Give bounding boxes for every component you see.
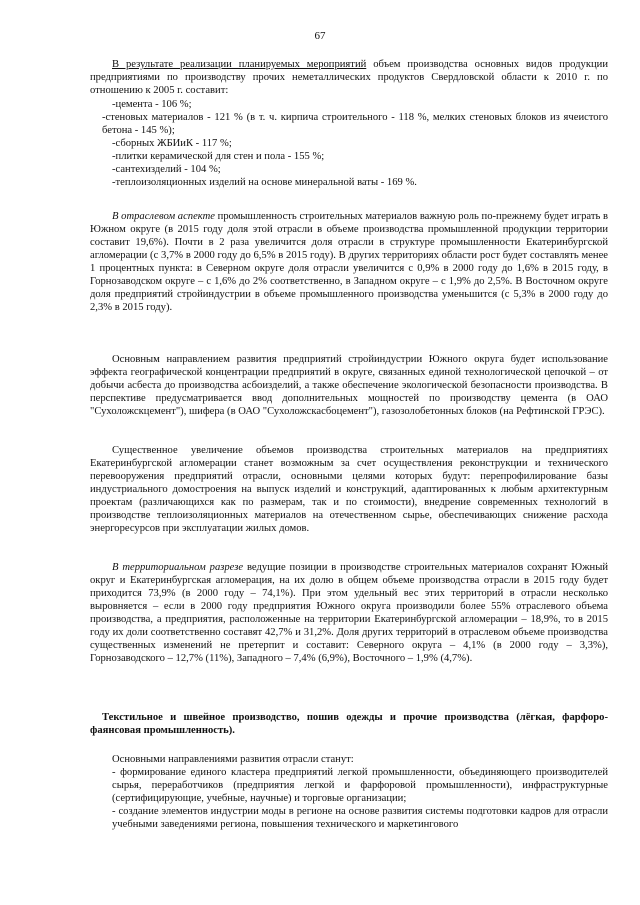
territorial-lead: В территориальном разрезе [112,562,244,573]
list-item: -теплоизоляционных изделий на основе минеральной ваты - 169 %. [112,177,417,188]
results-text: объем производства основных видов продукции предприятиями по производству прочих неметаллических продуктов Свердловской области к 2010 г. по отношению к 2005 г. составит: [90,59,608,96]
territorial-text: ведущие позиции в производстве строительных материалов сохранят Южный округ и Екатеринбургская агломерация, на их долю в общем объеме производства отрасли в 2015 году будет приходится 73,9% (в 2000 году – 74,1%). При этом удельный вес этих территорий в отрасли несколько выровняется – если в 2000 году предприятия Южного округа производили более 55% отраслевого объема производства, а предприятия, расположенные на территории Екатеринбургской агломерации – 18,9%, то в 2015 году их доли соответственно составят 42,7% и 31,2%. Доля других территорий в отраслевом объеме производства существенных изменений не претерпит и составит: Северного округа – 4,1% (в 2000 году – 3,3%), Горнозаводского – 12,7% (11%), Западного – 7,4% (6,9%), Восточного – 1,9% (4,7%). [90,562,608,664]
products-list [90,98,608,189]
list-item: -цемента - 106 %; [112,99,192,110]
south-district-paragraph [90,353,608,418]
section-heading-block [90,711,608,737]
intro-paragraph [90,58,608,97]
territorial-paragraph [90,561,608,665]
paragraph-agglomeration: Существенное увеличение объемов производства строительных материалов на предприятиях Екатеринбургской агломерации станет возможным за счет осуществления реконструкции и технического перевооружения предприятий отрасли, основными целями которых будут: перепрофилирование базы индустриального домостроения на выпуск изделий и конструкций, адаптированных к любым архитектурным проектам (различающихся как по размерам, так и по стоимости), внедрение современных технологий в производстве теплоизоляционных материалов на отечественном сырье, обеспечивающих снижение расхода энергоресурсов при эксплуатации жилых домов. [90,445,608,534]
results-lead: В результате реализации планируемых мероприятий [112,59,367,70]
list-item: -сантехизделий - 104 %; [112,164,221,175]
paragraph-directions: Основными направлениями развития отрасли станут: [112,754,354,765]
list-item: - создание элементов индустрии моды в регионе на основе развития системы подготовки кадров для отрасли учебными заведениями региона, повышения технического и маркетингового [112,806,608,830]
sector-text: промышленность строительных материалов важную роль по-прежнему будет играть в Южном округе (в 2015 году доля этой отрасли в объеме производства промышленной продукции территории составит 19,6%). Почти в 2 раза увеличится доля отрасли в структуре промышленности Екатеринбургской агломерации (с 3,7% в 2000 году до 6,5% в 2015 году). В других территориях области рост будет составлять менее 1 процентных пункта: в Северном округе доля отрасли увеличится с 0,9% в 2000 году до 1,6% в 2015 году, в Горнозаводском округе – с 1,6% до 2% соответственно, в Западном округе – с 1,9% до 2,5%. В Восточном округе доля предприятий стройиндустрии в объеме промышленного производства уменьшится (с 5,3% в 2000 году до 2,3% в 2015 году). [90,211,609,313]
directions-block [90,753,608,831]
list-item: -стеновых материалов - 121 % (в т. ч. кирпича строительного - 118 %, мелких стеновых блоков из ячеистого бетона - 145 %); [102,112,608,136]
agglomeration-paragraph [90,444,608,535]
list-item: -сборных ЖБИиК - 117 %; [112,138,232,149]
section-heading: Текстильное и швейное производство, пошив одежды и прочие производства (лёгкая, фарфоро-фаянсовая промышленность). [90,712,608,736]
paragraph-south: Основным направлением развития предприятий стройиндустрии Южного округа будет использование эффекта географической концентрации предприятий в округе, связанных единой технологической цепочкой – от добычи асбеста до производства асбоизделий, а также обеспечение экологической безопасности производства. В перспективе предусматривается ввод дополнительных мощностей по производству цемента (в ОАО "Сухоложскцемент"), шифера (в ОАО "Сухоложскасбоцемент"), газозолобетонных блоков (на Рефтинской ГРЭС). [90,354,608,417]
page-number: 67 [314,30,326,42]
sector-lead: В отраслевом аспекте [112,211,215,222]
sector-aspect-paragraph [90,210,608,314]
paragraph-results [90,58,608,97]
paragraph-territorial [90,561,608,665]
paragraph-sector [90,210,608,314]
list-item: - формирование единого кластера предприятий легкой промышленности, объединяющего производителей сырья, переработчиков (предприятия легкой и фарфоровой промышленности), инфраструктурные (сертифицирующие, учебные, научные) и торговые организации; [112,767,608,804]
list-item: -плитки керамической для стен и пола - 155 %; [112,151,325,162]
